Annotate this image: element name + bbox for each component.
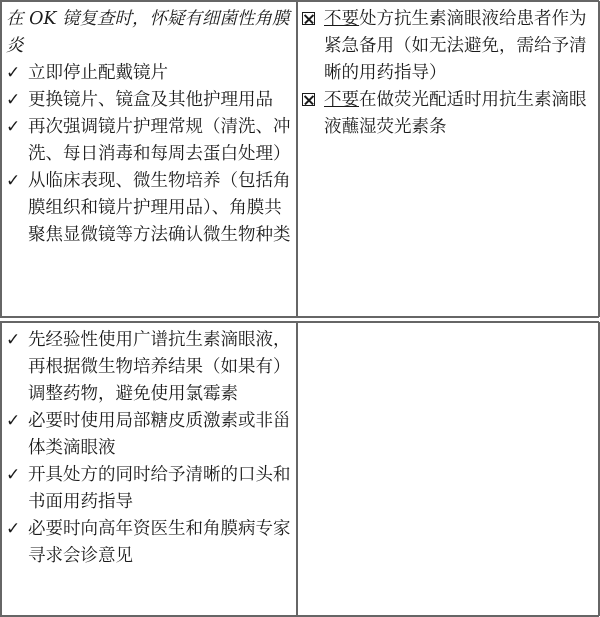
list-item <box>6 327 292 408</box>
do-column <box>1 1 297 317</box>
list-item <box>6 87 292 114</box>
dont-prefix: 不要 <box>324 9 359 29</box>
list-item <box>302 6 595 87</box>
check-icon: ✓ <box>6 117 21 137</box>
check-icon: ✓ <box>6 519 21 539</box>
x-box-icon <box>302 93 315 106</box>
check-icon: ✓ <box>6 330 21 350</box>
check-icon: ✓ <box>6 90 21 110</box>
list-item <box>6 462 292 516</box>
check-icon: ✓ <box>6 465 21 485</box>
guideline-table-2 <box>0 321 599 617</box>
x-box-icon <box>302 12 315 25</box>
item-text: 必要时使用局部糖皮质激素或非甾体类滴眼液 <box>28 411 291 458</box>
list-item <box>302 87 595 141</box>
list-item <box>6 60 292 87</box>
item-text: 先经验性使用广谱抗生素滴眼液，再根据微生物培养结果（如果有）调整药物，避免使用氯霉素 <box>28 330 291 404</box>
dont-prefix: 不要 <box>324 90 359 110</box>
item-text: 开具处方的同时给予清晰的口头和书面用药指导 <box>28 465 291 512</box>
list-item <box>6 516 292 570</box>
empty-cell <box>297 322 600 616</box>
item-text: 在做荧光配适时用抗生素滴眼液蘸湿荧光素条 <box>324 90 587 137</box>
item-text: 再次强调镜片护理常规（清洗、冲洗、每日消毒和每周去蛋白处理） <box>28 117 291 164</box>
check-icon: ✓ <box>6 63 21 83</box>
item-text: 从临床表现、微生物培养（包括角膜组织和镜片护理用品）、角膜共聚焦显微镜等方法确认微生物种类 <box>28 171 291 245</box>
item-text: 立即停止配戴镜片 <box>28 63 168 83</box>
scenario-heading: 在 OK 镜复查时，怀疑有细菌性角膜炎 <box>6 9 290 56</box>
list-item <box>6 408 292 462</box>
list-item <box>6 168 292 249</box>
item-text: 处方抗生素滴眼液给患者作为紧急备用（如无法避免，需给予清晰的用药指导） <box>324 9 587 83</box>
list-item <box>6 114 292 168</box>
item-text: 必要时向高年资医生和角膜病专家寻求会诊意见 <box>28 519 291 566</box>
check-icon: ✓ <box>6 171 21 191</box>
dont-column <box>297 1 600 317</box>
do-column <box>1 322 297 616</box>
check-icon: ✓ <box>6 411 21 431</box>
item-text: 更换镜片、镜盒及其他护理用品 <box>28 90 273 110</box>
